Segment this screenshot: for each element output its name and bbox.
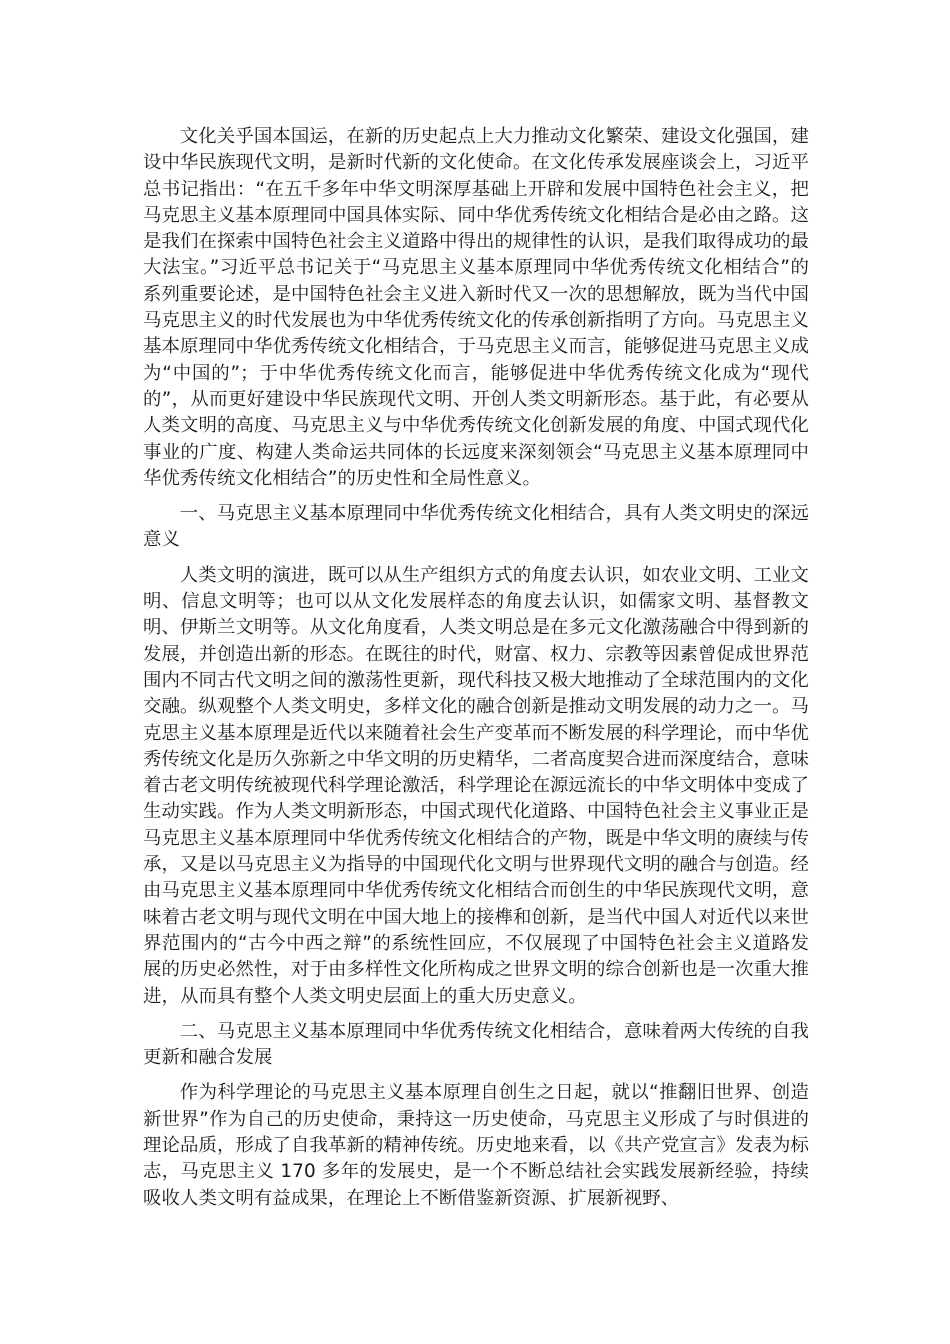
section-2-heading: 二、马克思主义基本原理同中华优秀传统文化相结合，意味着两大传统的自我更新和融合发展: [143, 1020, 809, 1069]
section-1-paragraph: 人类文明的演进，既可以从生产组织方式的角度去认识，如农业文明、工业文明、信息文明等；也可以从文化发展样态的角度去认识，如儒家文明、基督教文明、伊斯兰文明等。从文化角度看，人类文明总是在多元文化激荡融合中得到新的发展，并创造出新的形态。在既往的时代，财富、权力、宗教等因素曾促成世界范围内不同古代文明之间的激荡性更新，现代科技又极大地推动了全球范围内的文化交融。纵观整个人类文明史，多样文化的融合创新是推动文明发展的动力之一。马克思主义基本原理是近代以来随着社会生产变革而不断发展的科学理论，而中华优秀传统文化是历久弥新之中华文明的历史精华，二者高度契合进而深度结合，意味着古老文明传统被现代科学理论激活，科学理论在源远流长的中华文明体中变成了生动实践。作为人类文明新形态，中国式现代化道路、中国特色社会主义事业正是马克思主义基本原理同中华优秀传统文化相结合的产物，既是中华文明的赓续与传承，又是以马克思主义为指导的中国现代化文明与世界现代文明的融合与创造。经由马克思主义基本原理同中华优秀传统文化相结合而创生的中华民族现代文明，意味着古老文明与现代文明在中国大地上的接榫和创新，是当代中国人对近代以来世界范围内的“古今中西之辩”的系统性回应，不仅展现了中国特色社会主义道路发展的历史必然性，对于由多样性文化所构成之世界文明的综合创新也是一次重大推进，从而具有整个人类文明史层面上的重大历史意义。: [143, 564, 809, 1007]
intro-paragraph: 文化关乎国本国运，在新的历史起点上大力推动文化繁荣、建设文化强国，建设中华民族现代文明，是新时代新的文化使命。在文化传承发展座谈会上，习近平总书记指出：“在五千多年中华文明深厚基础上开辟和发展中国特色社会主义，把马克思主义基本原理同中国具体实际、同中华优秀传统文化相结合是必由之路。这是我们在探索中国特色社会主义道路中得出的规律性的认识，是我们取得成功的最大法宝。”习近平总书记关于“马克思主义基本原理同中华优秀传统文化相结合”的系列重要论述，是中国特色社会主义进入新时代又一次的思想解放，既为当代中国马克思主义的时代发展也为中华优秀传统文化的传承创新指明了方向。马克思主义基本原理同中华优秀传统文化相结合，于马克思主义而言，能够促进马克思主义成为“中国的”；于中华优秀传统文化而言，能够促进中华优秀传统文化成为“现代的”，从而更好建设中华民族现代文明、开创人类文明新形态。基于此，有必要从人类文明的高度、马克思主义与中华优秀传统文化创新发展的角度、中国式现代化事业的广度、构建人类命运共同体的长远度来深刻领会“马克思主义基本原理同中华优秀传统文化相结合”的历史性和全局性意义。: [143, 126, 809, 489]
section-2-paragraph: 作为科学理论的马克思主义基本原理自创生之日起，就以“推翻旧世界、创造新世界”作为自己的历史使命，秉持这一历史使命，马克思主义形成了与时俱进的理论品质，形成了自我革新的精神传统。历史地来看，以《共产党宣言》发表为标志，马克思主义 170 多年的发展史，是一个不断总结社会实践发展新经验，持续吸收人类文明有益成果，在理论上不断借鉴新资源、扩展新视野、: [143, 1082, 809, 1209]
section-1-heading: 一、马克思主义基本原理同中华优秀传统文化相结合，具有人类文明史的深远意义: [143, 503, 809, 551]
document-body: [143, 124, 809, 1221]
